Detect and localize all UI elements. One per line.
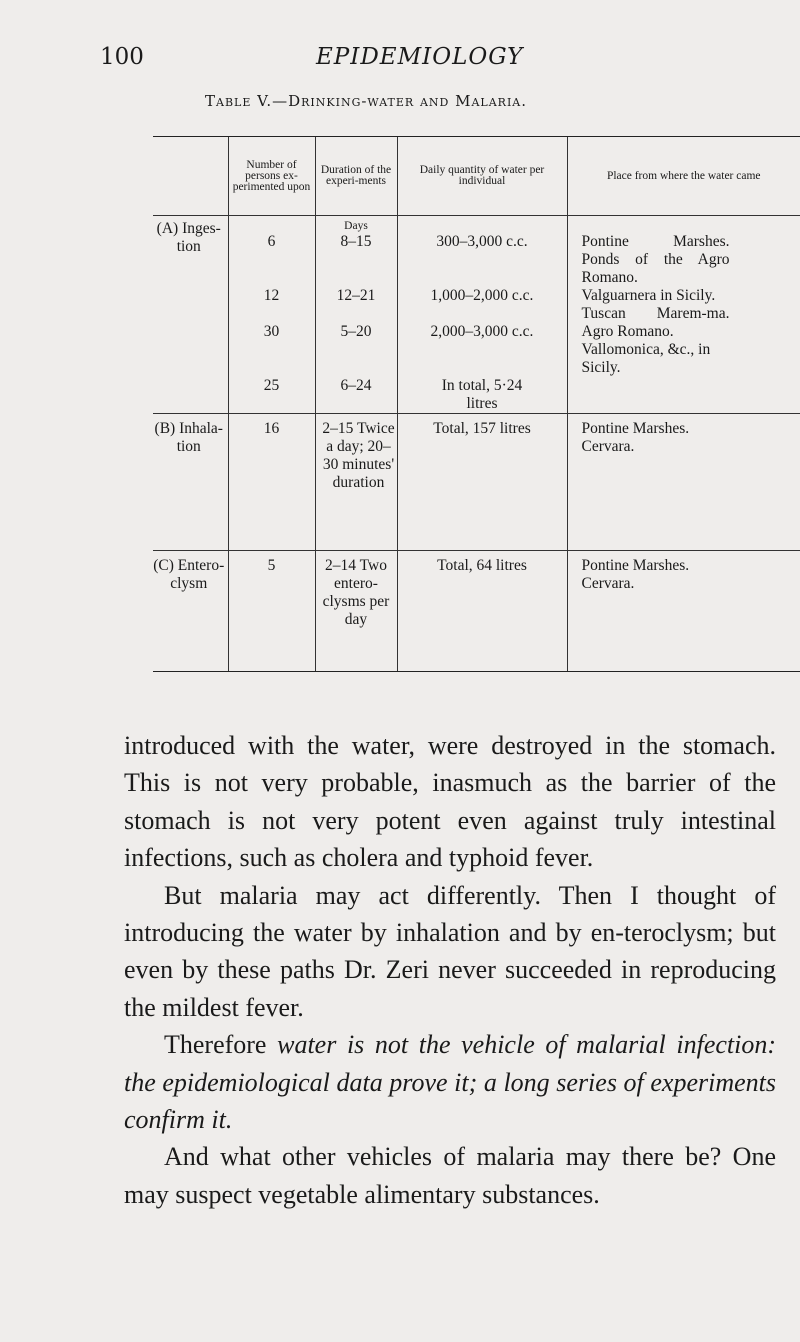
duration-cell [315, 216, 397, 414]
table-row-enteroclysm [153, 551, 800, 672]
number-value: 6 [267, 233, 276, 250]
duration-value: 2–14 Two entero-clysms per day [322, 557, 390, 628]
italic-conclusion: water is not the vehicle of malarial infection: the epidemiological data prove it; a long series of experiments confirm it. [124, 1030, 776, 1135]
duration-value: 5–20 [340, 323, 372, 340]
place-cell [567, 216, 800, 414]
paragraph: And what other vehicles of malaria may there be? One may suspect vegetable alimentary substances. [124, 1142, 776, 1209]
number-cell [228, 216, 315, 414]
column-header-number: Number of persons ex-perimented upon [228, 137, 315, 216]
number-value: 30 [263, 323, 280, 340]
paragraph: introduced with the water, were destroyed in the stomach. This is not very probable, inasmuch as the barrier of the stomach is not very potent even against truly intestinal infections, such as cholera and typhoid fever. [124, 731, 776, 873]
quantity-value: 2,000–3,000 c.c. [430, 323, 534, 340]
table-row-inhalation [153, 414, 800, 551]
quantity-value: 1,000–2,000 c.c. [430, 287, 534, 304]
duration-value: 12–21 [336, 287, 376, 304]
paragraph [124, 1026, 776, 1138]
quantity-cell: Total, 64 litres [397, 551, 567, 672]
quantity-value: In total, 5·24 litres [441, 377, 523, 412]
place-value: Vallomonica, &c., in Sicily. [581, 341, 711, 376]
number-value: 12 [263, 287, 280, 304]
place-value: Pontine Marshes. Cervara. [581, 557, 690, 592]
running-head [100, 44, 800, 80]
column-header-quantity: Daily quantity of water per individual [397, 137, 567, 216]
table-header-row [153, 137, 800, 216]
column-header-duration: Duration of the experi-ments [315, 137, 397, 216]
drinking-water-malaria-table [153, 136, 800, 672]
group-label: (A) Inges-tion [156, 220, 221, 255]
body-text [124, 727, 776, 1213]
duration-value: 6–24 [340, 377, 372, 394]
quantity-value: 300–3,000 c.c. [436, 233, 528, 250]
table-row-ingestion [153, 216, 800, 414]
quantity-cell: Total, 157 litres [397, 414, 567, 551]
duration-cell [315, 551, 397, 672]
group-label: (C) Entero-clysm [153, 551, 228, 672]
number-value: 25 [263, 377, 280, 394]
number-cell: 16 [228, 414, 315, 551]
number-cell: 5 [228, 551, 315, 672]
table-caption: Table V.—Drinking-water and Malaria. [205, 92, 527, 110]
place-value: Valguarnera in Sicily. [581, 287, 716, 304]
paragraph: But malaria may act differently. Then I thought of introducing the water by inhalation and by en-teroclysm; but even by these paths Dr. Zeri never succeeded in reproducing the mildest fever. [124, 880, 776, 1022]
place-cell [567, 414, 800, 551]
quantity-cell [397, 216, 567, 414]
place-cell [567, 551, 800, 672]
place-value: Pontine Marshes. Ponds of the Agro Romano. [581, 233, 730, 286]
group-label: (B) Inhala-tion [153, 414, 228, 551]
place-value: Tuscan Marem-ma. Agro Romano. [581, 305, 730, 340]
column-header-place: Place from where the water came [567, 137, 800, 216]
column-header-label [153, 137, 228, 216]
days-label: Days [344, 220, 368, 232]
duration-cell [315, 414, 397, 551]
duration-value: 2–15 Twice a day; 20–30 minutes' duration [322, 420, 395, 491]
duration-value: 8–15 [340, 233, 372, 250]
running-title: EPIDEMIOLOGY [316, 44, 524, 70]
paragraph-lead: Therefore [164, 1030, 267, 1060]
place-value: Pontine Marshes. Cervara. [581, 420, 690, 455]
page-number: 100 [100, 44, 144, 70]
